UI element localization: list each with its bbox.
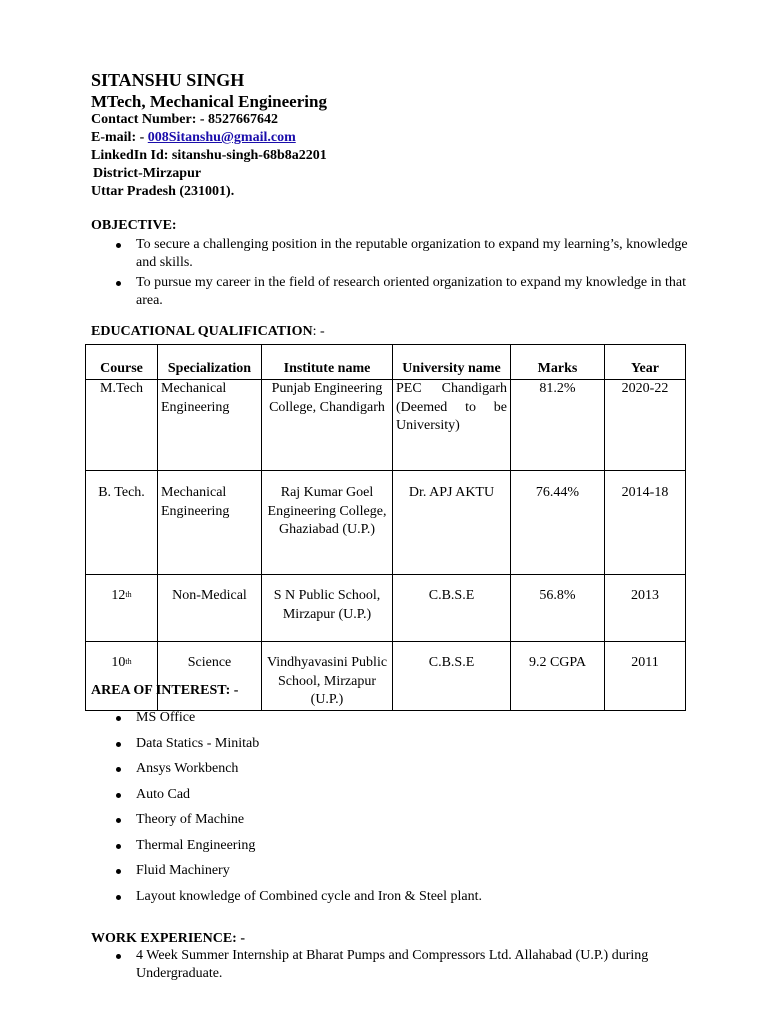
interest-item: Auto Cad	[91, 786, 691, 812]
cell-year: 2014-18	[605, 471, 686, 575]
interest-item: MS Office	[91, 709, 691, 735]
candidate-name: SITANSHU SINGH	[91, 70, 245, 90]
course-text: 10	[111, 655, 126, 670]
cell-year: 2011	[605, 642, 686, 711]
email-line	[91, 130, 296, 146]
area-of-interest-heading: AREA OF INTEREST: -	[91, 683, 239, 698]
linkedin-id: LinkedIn Id: sitanshu-singh-68b8a2201	[91, 148, 327, 163]
table-row	[86, 575, 686, 642]
cell-university: Dr. APJ AKTU	[393, 471, 511, 575]
course-superscript: th	[125, 657, 132, 666]
objective-list	[91, 236, 691, 312]
cell-institute: S N Public School, Mirzapur (U.P.)	[262, 575, 393, 642]
contact-number	[91, 112, 278, 128]
interest-item: Fluid Machinery	[91, 862, 691, 888]
column-header-institute: Institute name	[262, 345, 393, 380]
course-text: 12	[111, 588, 126, 603]
column-header-year: Year	[605, 345, 686, 380]
column-header-marks: Marks	[511, 345, 605, 380]
contact-value: 8527667642	[208, 112, 279, 127]
interest-item: Ansys Workbench	[91, 760, 691, 786]
cell-course	[86, 642, 158, 711]
table-row	[86, 471, 686, 575]
cell-institute: Raj Kumar Goel Engineering College, Ghaziabad (U.P.)	[262, 471, 393, 575]
work-item: 4 Week Summer Internship at Bharat Pumps and Compressors Ltd. Allahabad (U.P.) during Undergraduate.	[91, 947, 691, 983]
area-of-interest-list	[91, 709, 691, 913]
interest-item: Data Statics - Minitab	[91, 735, 691, 761]
cell-year: 2020-22	[605, 380, 686, 471]
cell-marks: 81.2%	[511, 380, 605, 471]
work-experience-heading: WORK EXPERIENCE: -	[91, 931, 246, 946]
cell-university: PEC Chandigarh (Deemed to be University)	[393, 380, 511, 471]
column-header-university: University name	[393, 345, 511, 380]
course-text: B. Tech.	[98, 485, 145, 500]
state-pincode: Uttar Pradesh (231001).	[91, 184, 235, 199]
cell-marks: 76.44%	[511, 471, 605, 575]
cell-specialization: Science	[158, 642, 262, 711]
cell-course	[86, 380, 158, 471]
table-row	[86, 642, 686, 711]
contact-label: Contact Number: -	[91, 112, 209, 127]
cell-institute: Vindhyavasini Public School, Mirzapur (U.P.)	[262, 642, 393, 711]
interest-item: Theory of Machine	[91, 811, 691, 837]
course-superscript: th	[125, 590, 132, 599]
education-heading-suffix: : -	[312, 324, 325, 339]
education-heading	[91, 324, 325, 340]
course-text: M.Tech	[100, 381, 143, 396]
table-header-row	[86, 345, 686, 380]
cell-course	[86, 471, 158, 575]
column-header-specialization: Specialization	[158, 345, 262, 380]
education-table	[85, 344, 686, 711]
cell-specialization: Non-Medical	[158, 575, 262, 642]
cell-marks: 56.8%	[511, 575, 605, 642]
work-experience-list	[91, 947, 691, 983]
cell-institute: Punjab Engineering College, Chandigarh	[262, 380, 393, 471]
candidate-degree: MTech, Mechanical Engineering	[91, 92, 327, 111]
cell-university: C.B.S.E	[393, 642, 511, 711]
district: District-Mirzapur	[93, 166, 202, 181]
column-header-course: Course	[86, 345, 158, 380]
education-heading-text: EDUCATIONAL QUALIFICATION	[91, 324, 313, 339]
email-link[interactable]: 008Sitanshu@gmail.com	[147, 130, 296, 145]
cell-marks: 9.2 CGPA	[511, 642, 605, 711]
interest-item: Thermal Engineering	[91, 837, 691, 863]
objective-item: To secure a challenging position in the reputable organization to expand my learning’s, knowledge and skills.	[91, 236, 691, 272]
cell-year: 2013	[605, 575, 686, 642]
cell-specialization: Mechanical Engineering	[158, 471, 262, 575]
cell-specialization: Mechanical Engineering	[158, 380, 262, 471]
table-row	[86, 380, 686, 471]
objective-heading: OBJECTIVE:	[91, 218, 177, 233]
cell-university: C.B.S.E	[393, 575, 511, 642]
interest-item: Layout knowledge of Combined cycle and Iron & Steel plant.	[91, 888, 691, 914]
objective-item: To pursue my career in the field of research oriented organization to expand my knowledge in that area.	[91, 274, 691, 310]
email-label: E-mail: -	[91, 130, 148, 145]
cell-course	[86, 575, 158, 642]
